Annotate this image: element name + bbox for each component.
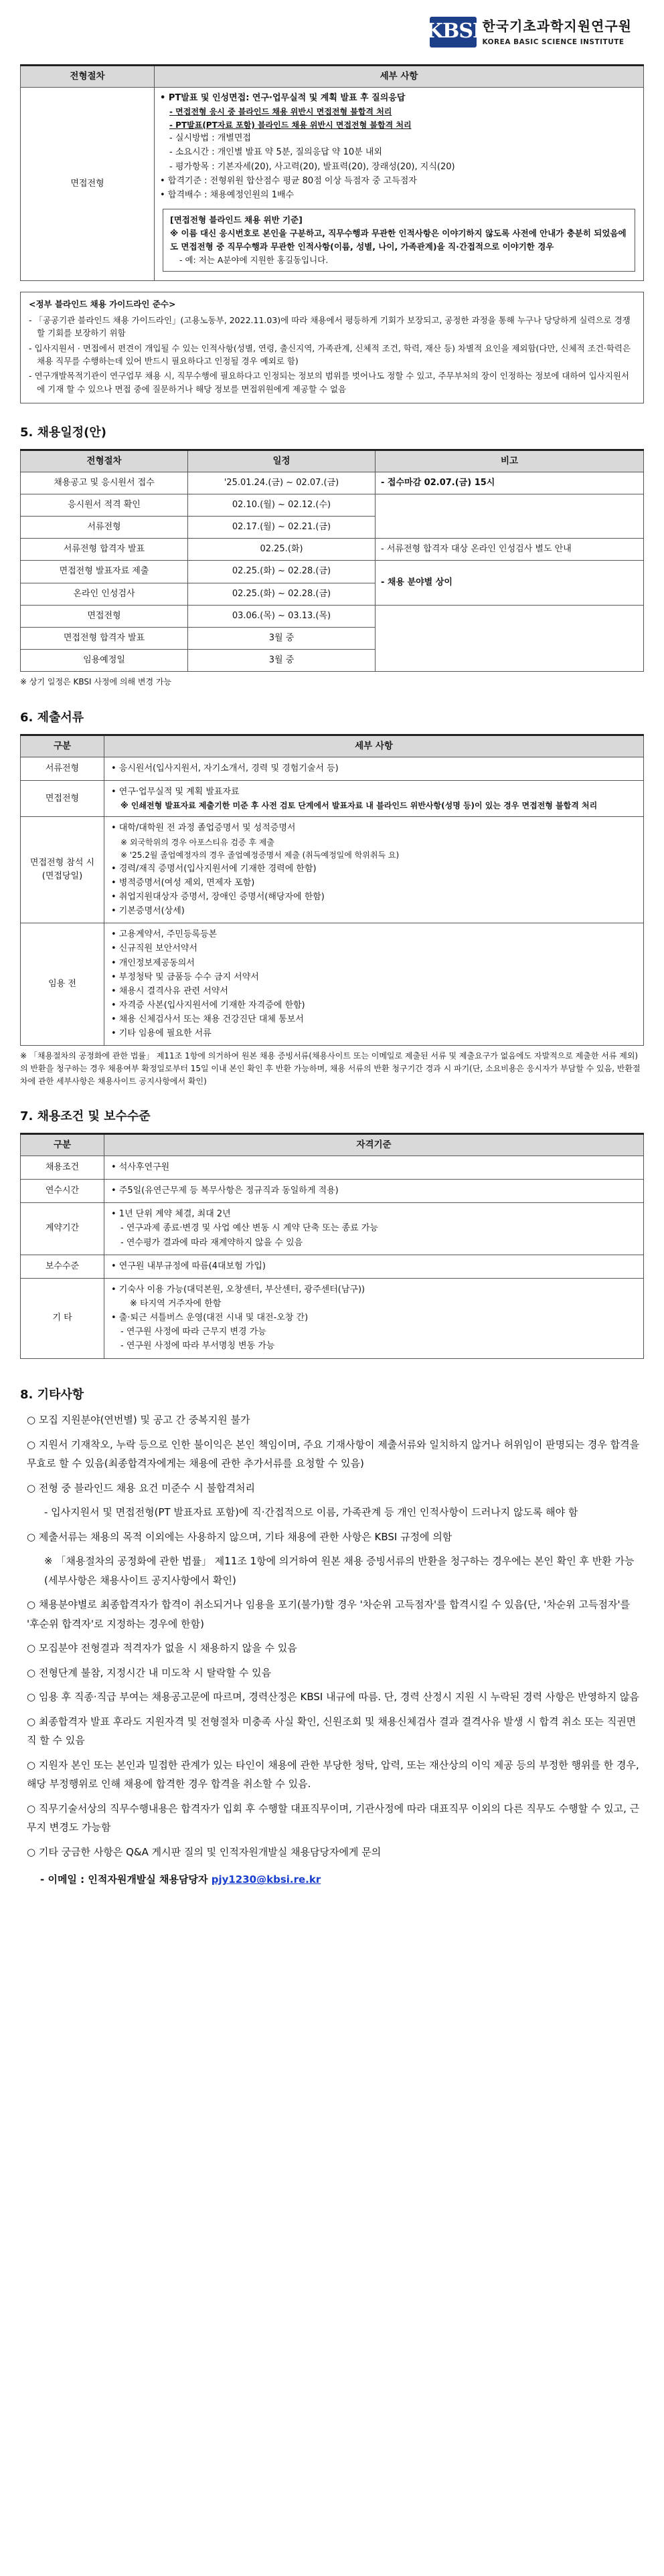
table-row: 응시원서 적격 확인 02.10.(월) ~ 02.12.(수)	[21, 494, 644, 517]
kbsi-logo	[425, 16, 632, 48]
documents-table: 구분 세부 사항 서류전형 • 응시원서(입사지원서, 자기소개서, 경력 및 경험기술서 등) 면접전형 • 연구·업무실적 및 계획 발표자료 ※ 인쇄전형 발표자료 제출기한 미준 후 사전 검토 단계에서 발표자료 내 블라인드 위반사항(성명 등)이 있는 경우 면접전형 불합격 처리 면접전형 참석 시 (면접당일) • 대학/대학원 전 과정 졸업증명서 및 성적증명서 ※ 외국학위의 경우 아포스티유 검증 후 제출 ※ '25.2월 졸업예정자의 경우 졸업예정증명서 제출 (취득예정일에 학위취득 요) • 경력/재직 증명서(입사지원서에 기재한 경력에 한함) • 병적증명서(여성 제외, 면제자 포함) • 취업지원대상자 증명서, 장애인 증명서(해당자에 한함) • 기본증명서(상세) 임용 전 • 고용계약서, 주민등록등본 • 신규직원 보안서약서 • 개인정보제공동의서 • 부정청탁 및 금품등 수수 금지 서약서 • 채용시 결격사유 관련 서약서 • 자격증 사본(입사지원서에 기재한 자격증에 한함) • 채용 신체검사서 또는 채용 건강진단 대체 통보서 • 기타 임용에 필요한 서류	[20, 734, 644, 1046]
table-row: 임용예정일 3월 중	[21, 650, 644, 672]
table-row: 임용 전 • 고용계약서, 주민등록등본 • 신규직원 보안서약서 • 개인정보제공동의서 • 부정청탁 및 금품등 수수 금지 서약서 • 채용시 결격사유 관련 서약서 • 자격증 사본(입사지원서에 기재한 자격증에 한함) • 채용 신체검사서 또는 채용 건강진단 대체 통보서 • 기타 임용에 필요한 서류	[21, 923, 644, 1046]
list-item: ○ 최종합격자 발표 후라도 지원자격 및 전형절차 미충족 사실 확인, 신원조회 및 채용신체검사 결과 결격사유 발생 시 합격 취소 또는 직권면직 할 수 있음	[27, 1715, 637, 1747]
list-item: ○ 전형 중 블라인드 채용 요건 미준수 시 불합격처리	[27, 1481, 256, 1494]
interview-details: • PT발표 및 인성면접: 연구·업무실적 및 계획 발표 후 질의응답 - 면접전형 응시 중 블라인드 채용 위반시 면접전형 불합격 처리 - PT발표(PT자료 포함) 블라인드 채용 위반시 면접전형 불합격 처리 - 실시방법 : 개별면접 - 소요시간 : 개인별 발표 약 5분, 질의응답 약 10분 내외 - 평가항목 : 기본자세(20), 사고력(20), 발표력(20), 장래성(20), 지식(20) • 합격기준 : 전형위원 합산점수 평균 80점 이상 득점자 중 고득점자 • 합격배수 : 채용예정인원의 1배수 [면접전형 블라인드 채용 위반 기준] ※ 이름 대신 응시번호로 본인을 구분하고, 직무수행과 무관한 인적사항은 이야기하지 않도록 사전에 안내가 충분히 되었음에도 면접전형 중 직무수행과 무관한 인적사항(이름, 성별, 나이, 가족관계)을 직·간접적으로 이야기한 경우 - 예: 저는 A분야에 지원한 홍길동입니다.	[155, 87, 644, 281]
logo-mark-icon: KBSI	[430, 17, 477, 48]
list-item: ※ 「채용절차의 공정화에 관한 법률」 제11조 1항에 의거하여 원본 채용 증빙서류의 반환을 청구하는 경우에는 본인 확인 후 반환 가능 (세부사항은 채용사이트 공지사항에서 확인)	[44, 1555, 635, 1586]
table-row: 면접전형 합격자 발표 3월 중	[21, 627, 644, 649]
schedule-footnote: ※ 상기 일정은 KBSI 사정에 의해 변경 가능	[20, 677, 172, 687]
interview-stage-table	[20, 64, 644, 281]
header-detail: 세부 사항	[155, 66, 644, 88]
blind-guideline-notice: <정부 블라인드 채용 가이드라인 준수> - 「공공기관 블라인드 채용 가이드라인」(고용노동부, 2022.11.03)에 따라 채용에서 평등하게 기회가 보장되고, 공정한 과정을 통해 누구나 당당하게 실력으로 경쟁할 기회를 보장하기 위함 - 입사지원서 · 면접에서 편견이 개입될 수 있는 인적사항(성별, 연령, 출신지역, 가족관계, 신체적 조건, 학력, 재산 등) 차별적 요인을 제외함(다만, 신체적 조건·학력은 채용 직무를 수행하는데 있어 반드시 필요하다고 인정될 경우 예외로 함) - 연구개발목적기관이 연구업무 채용 시, 직무수행에 필요하다고 인정되는 정보의 범위를 벗어나도 정할 수 있고, 주무부처의 장이 인정하는 정보에 대하여 입사지원서에 기재 할 수 있으나 면접 중에 질문하거나 해당 정보를 면접위원에게 제공할 수 없음	[20, 292, 644, 403]
list-item: ○ 채용분야별로 최종합격자가 합격이 취소되거나 임용을 포기(불가)할 경우 '차순위 고득점자'를 합격시킬 수 있음(단, '차순위 고득점자'를 '후순위 합격자'로 지정하는 경우에 한함)	[27, 1598, 631, 1630]
list-item: ○ 모집 지원분야(연번별) 및 공고 간 중복지원 불가	[27, 1414, 250, 1427]
table-row: 연수시간 • 주5일(유연근무제 등 복무사항은 정규직과 동일하게 적용)	[21, 1180, 644, 1203]
interview-label: 면접전형	[21, 87, 155, 281]
list-item: - 입사지원서 및 면접전형(PT 발표자료 포함)에 직·간접적으로 이름, 가족관계 등 개인 인적사항이 드러나지 않도록 해야 함	[44, 1506, 578, 1519]
section8-title: 8. 기타사항	[20, 1387, 84, 1402]
blind-violation-guide: [면접전형 블라인드 채용 위반 기준] ※ 이름 대신 응시번호로 본인을 구분하고, 직무수행과 무관한 인적사항은 이야기하지 않도록 사전에 안내가 충분히 되었음에도 면접전형 중 직무수행과 무관한 인적사항(이름, 성별, 나이, 가족관계)을 직·간접적으로 이야기한 경우 - 예: 저는 A분야에 지원한 홍길동입니다.	[163, 209, 635, 272]
table-row: 채용공고 및 응시원서 접수 '25.01.24.(금) ~ 02.07.(금) - 접수마감 02.07.(금) 15시	[21, 472, 644, 494]
table-row: 서류전형 합격자 발표 02.25.(화) - 서류전형 합격자 대상 온라인 인성검사 별도 안내	[21, 539, 644, 561]
table-row: 면접전형 발표자료 제출 02.25.(화) ~ 02.28.(금) - 채용 분야별 상이	[21, 561, 644, 583]
section7-title: 7. 채용조건 및 보수수준	[20, 1109, 151, 1124]
table-row: 보수수준 • 연구원 내부규정에 따름(4대보험 가입)	[21, 1255, 644, 1278]
list-item: ○ 기타 궁금한 사항은 Q&A 게시판 질의 및 인적자원개발실 채용담당자에게 문의	[27, 1845, 382, 1858]
header-stage: 전형절차	[21, 66, 155, 88]
list-item: ○ 지원서 기재착오, 누락 등으로 인한 불이익은 본인 책임이며, 주요 기재사항이 제출서류와 일치하지 않거나 허위임이 판명되는 경우 합격을 무효로 할 수 있음(최종합격자에게는 채용에 관한 추가서류를 요청할 수 있음)	[27, 1438, 640, 1470]
list-item: ○ 전형단계 불참, 지정시간 내 미도착 시 탈락할 수 있음	[27, 1666, 272, 1679]
documents-footnote: ※ 「채용절차의 공정화에 관한 법률」 제11조 1항에 의거하여 원본 채용 증빙서류(채용사이트 또는 이메일로 제출된 서류 및 제출요구가 없음에도 자발적으로 제출한 서류 제외)의 반환을 청구하는 경우 채용여부 확정일로부터 15일 이내 본인 확인 후 반환 가능하며, 채용 서류의 반환 청구기간 경과 시 파기(단, 소요비용은 응시자가 부담할 수 있음, 반환절차에 관한 세부사항은 채용사이트 공지사항에서 확인)	[20, 1051, 641, 1086]
table-row: 채용조건 • 석사후연구원	[21, 1156, 644, 1180]
list-item: ○ 제출서류는 채용의 목적 이외에는 사용하지 않으며, 기타 채용에 관한 사항은 KBSI 규정에 의함	[27, 1530, 452, 1543]
schedule-table: 전형절차 일정 비고 채용공고 및 응시원서 접수 '25.01.24.(금) ~ 02.07.(금) - 접수마감 02.07.(금) 15시 응시원서 적격 확인 02.10.(월) ~ 02.12.(수) 서류전형 02.17.(월) ~ 02.21.(금) 서류전형 합격자 발표 02.25.(화) - 서류전형 합격자 대상 온라인 인성검사 별도 안내 면접전형 발표자료 제출 02.25.(화) ~ 02.28.(금) - 채용 분야별 상이 온라인 인성검사 02.25.(화) ~ 02.28.(금) 면접전형 03.06.(목) ~ 03.13.(목) 면접전형 합격자 발표 3월 중 임용예정일 3월 중	[20, 449, 644, 672]
contact-line	[40, 1872, 644, 1888]
list-item: ○ 임용 후 직종·직급 부여는 채용공고문에 따르며, 경력산정은 KBSI 내규에 따름. 단, 경력 산정시 지원 시 누락된 경력 사항은 반영하지 않음	[27, 1691, 639, 1704]
table-row: 서류전형 02.17.(월) ~ 02.21.(금)	[21, 517, 644, 539]
list-item: ○ 지원자 본인 또는 본인과 밀접한 관계가 있는 타인이 채용에 관한 부당한 청탁, 압력, 또는 재산상의 이익 제공 등의 부정한 행위를 한 경우, 해당 부정행위로 인해 채용에 합격한 경우 합격을 취소할 수 있음.	[27, 1758, 639, 1790]
table-row: 기 타 • 기숙사 이용 가능(대덕본원, 오창센터, 부산센터, 광주센터(남구)) ※ 타지역 거주자에 한함 • 출·퇴근 셔틀버스 운영(대전 시내 및 대전-오창 간) - 연구원 사정에 따라 근무지 변경 가능 - 연구원 사정에 따라 부서명칭 변동 가능	[21, 1278, 644, 1358]
table-row: 온라인 인성검사 02.25.(화) ~ 02.28.(금)	[21, 583, 644, 605]
conditions-table: 구분 자격기준 채용조건 • 석사후연구원 연수시간 • 주5일(유연근무제 등 복무사항은 정규직과 동일하게 적용) 계약기간 • 1년 단위 계약 체결, 최대 2년 - 연구과제 종료·변경 및 사업 예산 변동 시 계약 단축 또는 종료 가능 - 연수평가 결과에 따라 재계약하지 않을 수 있음 보수수준 • 연구원 내부규정에 따름(4대보험 가입) 기 타 • 기숙사 이용 가능(대덕본원, 오창센터, 부산센터, 광주센터(남구)) ※ 타지역 거주자에 한함 • 출·퇴근 셔틀버스 운영(대전 시내 및 대전-오창 간) - 연구원 사정에 따라 근무지 변경 가능 - 연구원 사정에 따라 부서명칭 변동 가능	[20, 1133, 644, 1358]
list-item: ○ 직무기술서상의 직무수행내용은 합격자가 입회 후 수행할 대표직무이며, 기관사정에 따라 대표직무 이외의 다른 직무도 수행할 수 있고, 근무지 변경도 가능함	[27, 1802, 640, 1834]
document-header	[20, 0, 644, 64]
section6-title: 6. 제출서류	[20, 710, 84, 725]
etc-list	[20, 1410, 644, 1861]
logo-name-ko: 한국기초과학지원연구원	[482, 18, 632, 34]
logo-name-en: KOREA BASIC SCIENCE INSTITUTE	[482, 38, 625, 46]
section5-title: 5. 채용일정(안)	[20, 426, 107, 440]
table-row: 면접전형 03.06.(목) ~ 03.13.(목)	[21, 605, 644, 627]
table-row: 계약기간 • 1년 단위 계약 체결, 최대 2년 - 연구과제 종료·변경 및 사업 예산 변동 시 계약 단축 또는 종료 가능 - 연수평가 결과에 따라 재계약하지 않을 수 있음	[21, 1203, 644, 1255]
table-row: 서류전형 • 응시원서(입사지원서, 자기소개서, 경력 및 경험기술서 등)	[21, 757, 644, 780]
list-item: ○ 모집분야 전형결과 적격자가 없을 시 채용하지 않을 수 있음	[27, 1642, 297, 1655]
table-row: 면접전형 참석 시 (면접당일) • 대학/대학원 전 과정 졸업증명서 및 성적증명서 ※ 외국학위의 경우 아포스티유 검증 후 제출 ※ '25.2월 졸업예정자의 경우 졸업예정증명서 제출 (취득예정일에 학위취득 요) • 경력/재직 증명서(입사지원서에 기재한 경력에 한함) • 병적증명서(여성 제외, 면제자 포함) • 취업지원대상자 증명서, 장애인 증명서(해당자에 한함) • 기본증명서(상세)	[21, 817, 644, 923]
table-row: 면접전형 • 연구·업무실적 및 계획 발표자료 ※ 인쇄전형 발표자료 제출기한 미준 후 사전 검토 단계에서 발표자료 내 블라인드 위반사항(성명 등)이 있는 경우 면접전형 불합격 처리	[21, 780, 644, 817]
contact-label: - 이메일 : 인적자원개발실 채용담당자	[40, 1873, 208, 1886]
contact-email-link[interactable]: pjy1230@kbsi.re.kr	[211, 1873, 321, 1886]
